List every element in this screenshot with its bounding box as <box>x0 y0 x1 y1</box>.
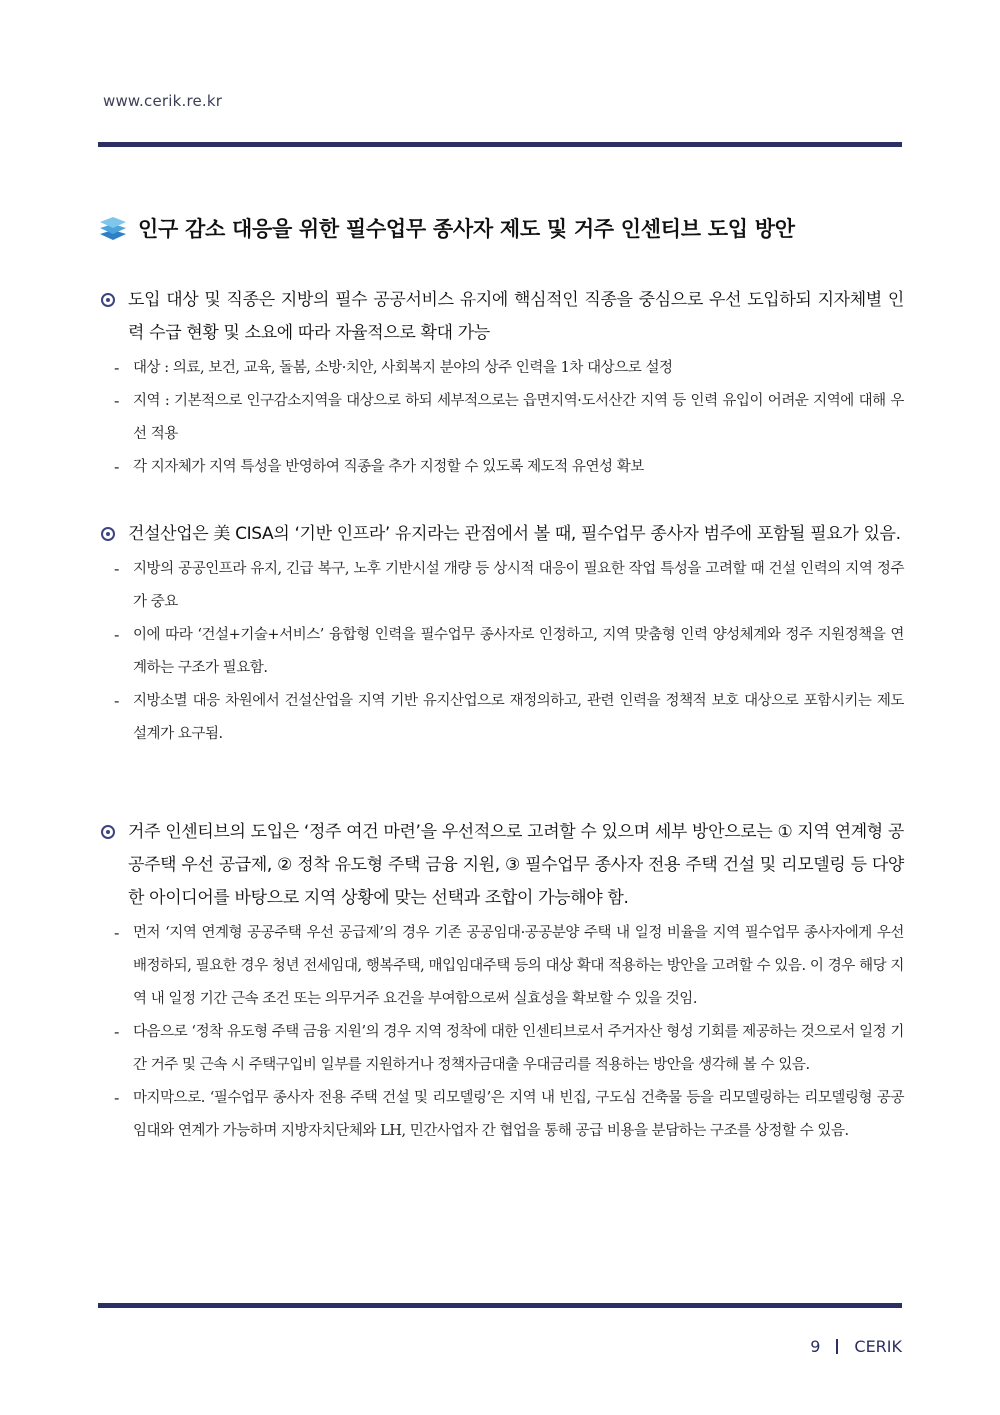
sub-item-text: 다음으로 ‘정착 유도형 주택 금융 지원’의 경우 지역 정착에 대한 인센티브로서 주거자산 형성 기회를 제공하는 것으로서 일정 기간 거주 및 근속 시 주택구입비 일부를 지원하거나 정책자금대출 우대금리를 적용하는 방안을 생각해 볼 수 있음. <box>133 1024 904 1073</box>
sub-item-text: 지방의 공공인프라 유지, 긴급 복구, 노후 기반시설 개량 등 상시적 대응이 필요한 작업 특성을 고려할 때 건설 인력의 지역 정주가 중요 <box>133 561 904 610</box>
sub-list <box>98 917 904 1148</box>
sub-list <box>98 352 904 484</box>
dash-marker: - <box>114 560 120 578</box>
sub-item-text: 마지막으로. ‘필수업무 종사자 전용 주택 건설 및 리모델링’은 지역 내 빈집, 구도심 건축물 등을 리모델링하는 리모델링형 공공임대와 연계가 가능하며 지방자치단체와 LH, 민간사업자 간 협업을 통해 공급 비용을 분담하는 구조를 상정할 수 있음. <box>133 1090 904 1139</box>
section-3 <box>98 816 904 1148</box>
sub-list <box>98 553 904 751</box>
section-1 <box>98 284 904 484</box>
footer-separator <box>836 1339 838 1354</box>
sub-item-text: 이에 따라 ‘건설+기술+서비스’ 융합형 인력을 필수업무 종사자로 인정하고, 지역 맞춤형 인력 양성체계와 정주 지원정책을 연계하는 구조가 필요함. <box>133 627 904 676</box>
sub-item-text: 각 지자체가 지역 특성을 반영하여 직종을 추가 지정할 수 있도록 제도적 유연성 확보 <box>133 459 644 475</box>
sub-item-text: 먼저 ‘지역 연계형 공공주택 우선 공급제’의 경우 기존 공공임대·공공분양 주택 내 일정 비율을 지역 필수업무 종사자에게 우선 배정하되, 필요한 경우 청년 전세임대, 행복주택, 매입임대주택 등의 대상 확대 적용하는 방안을 고려할 수 있음. 이 경우 해당 지역 내 일정 기간 근속 조건 또는 의무거주 요건을 부여함으로써 실효성을 확보할 수 있을 것임. <box>133 925 904 1007</box>
target-bullet-icon <box>101 527 115 541</box>
dash-marker: - <box>114 458 120 476</box>
section-2 <box>98 518 904 751</box>
bullet-text: 거주 인센티브의 도입은 ‘정주 여건 마련’을 우선적으로 고려할 수 있으며 세부 방안으로는 ① 지역 연계형 공공주택 우선 공급제, ② 정착 유도형 주택 금융 지원, ③ 필수업무 종사자 전용 주택 건설 및 리모델링 등 다양한 아이디어를 바탕으로 지역 상황에 맞는 선택과 조합이 가능해야 함. <box>128 822 904 908</box>
target-bullet-icon <box>101 293 115 307</box>
dash-marker: - <box>114 924 120 942</box>
section-title: 인구 감소 대응을 위한 필수업무 종사자 제도 및 거주 인센티브 도입 방안 <box>138 217 795 241</box>
layers-icon <box>98 213 128 243</box>
dash-marker: - <box>114 1089 120 1107</box>
main-bullet <box>98 284 904 350</box>
dash-marker: - <box>114 1023 120 1041</box>
dash-marker: - <box>114 359 120 377</box>
brand-name: CERIK <box>854 1337 902 1356</box>
dash-marker: - <box>114 692 120 710</box>
sub-item-text: 대상 : 의료, 보건, 교육, 돌봄, 소방·치안, 사회복지 분야의 상주 인력을 1차 대상으로 설정 <box>133 360 673 376</box>
sub-item <box>98 451 904 484</box>
site-url: www.cerik.re.kr <box>103 92 223 110</box>
bullet-text: 도입 대상 및 직종은 지방의 필수 공공서비스 유지에 핵심적인 직종을 중심으로 우선 도입하되 지자체별 인력 수급 현황 및 소요에 따라 자율적으로 확대 가능 <box>128 290 904 343</box>
bullet-text: 건설산업은 美 CISA의 ‘기반 인프라’ 유지라는 관점에서 볼 때, 필수업무 종사자 범주에 포함될 필요가 있음. <box>128 524 901 544</box>
sub-item <box>98 385 904 451</box>
sub-item <box>98 1082 904 1148</box>
sub-item <box>98 685 904 751</box>
sub-item <box>98 352 904 385</box>
dash-marker: - <box>114 626 120 644</box>
page-footer <box>810 1337 902 1356</box>
page-number: 9 <box>810 1337 821 1356</box>
main-bullet <box>98 816 904 915</box>
main-bullet <box>98 518 904 551</box>
sub-item-text: 지역 : 기본적으로 인구감소지역을 대상으로 하되 세부적으로는 읍면지역·도서산간 지역 등 인력 유입이 어려운 지역에 대해 우선 적용 <box>133 393 904 442</box>
section-title-row <box>98 208 898 248</box>
dash-marker: - <box>114 392 120 410</box>
sub-item <box>98 1016 904 1082</box>
sub-item <box>98 917 904 1016</box>
footer-rule <box>98 1303 902 1308</box>
target-bullet-icon <box>101 825 115 839</box>
sub-item <box>98 619 904 685</box>
sub-item-text: 지방소멸 대응 차원에서 건설산업을 지역 기반 유지산업으로 재정의하고, 관련 인력을 정책적 보호 대상으로 포함시키는 제도 설계가 요구됨. <box>133 693 904 742</box>
sub-item <box>98 553 904 619</box>
header-rule <box>98 142 902 147</box>
